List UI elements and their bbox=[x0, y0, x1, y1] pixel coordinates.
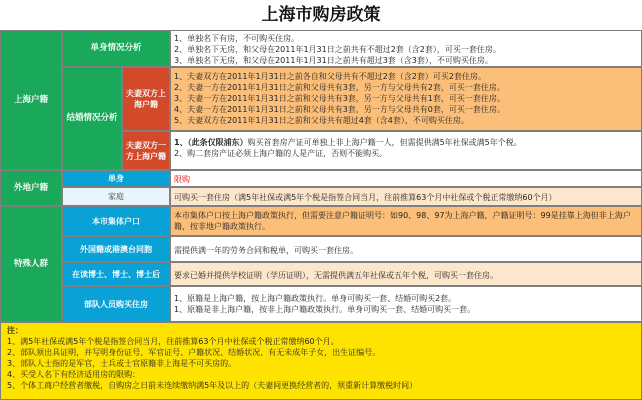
outside-hukou-header: 外地户籍 bbox=[0, 170, 62, 206]
shanghai-hukou-header: 上海户籍 bbox=[0, 30, 62, 170]
both-shanghai-text bbox=[170, 67, 642, 131]
phd-header: 在读博士、博士、博士后 bbox=[62, 262, 170, 286]
note-line: 3、部队人士指的是军官，士兵或士官原籍非上海是不可买房的。 bbox=[7, 359, 237, 368]
single-analysis-header: 单身情况分析 bbox=[62, 30, 170, 67]
military-line: 1、原籍是非上海户籍，按非上海户籍政策执行。单身可购买一套、结婚可购买一套。 bbox=[174, 305, 476, 314]
family-line: 可购买一套住房（满5年社保或满5年个税是指签合同当月，往前推算63个月中社保或个税正常缴纳60个月） bbox=[174, 193, 557, 202]
note-line: 2、部队须出具证明，并写明身份证号、军官证号、户籍状况、结婚状况、有无未成年子女，出生证编号。 bbox=[7, 348, 381, 357]
outside-family-text bbox=[170, 187, 642, 206]
notes-section bbox=[0, 322, 642, 400]
outside-single-text bbox=[170, 170, 642, 187]
military-line: 1、原籍是上海户籍，按上海户籍政策执行。单身可购买一套、结婚可购买2套。 bbox=[174, 294, 457, 303]
one-line: 购买首套房产证可单独上非上海户籍一人，但需提供满5年社保或满5年个税。 bbox=[247, 138, 522, 147]
special-groups-header: 特殊人群 bbox=[0, 206, 62, 322]
notes-head: 注： bbox=[7, 326, 23, 335]
restricted-text: 限购 bbox=[174, 175, 190, 184]
foreign-line: 需提供满一年的劳务合同和税单，可购买一套住房。 bbox=[174, 246, 358, 255]
one-shanghai-text bbox=[170, 131, 642, 170]
military-text bbox=[170, 286, 642, 322]
phd-text bbox=[170, 262, 642, 286]
note-line: 1、满5年社保或满5年个税是指签合同当月，往前推算63个月中社保或个税正常缴纳60个月。 bbox=[7, 337, 339, 346]
both-line: 5、夫妻双方在2011年1月31日之前和父母共有超过4套（含4套），不可购买住房。 bbox=[174, 116, 469, 125]
outside-single-header: 单身 bbox=[62, 170, 170, 187]
single-line: 1、单独名下有房，不可购买住房。 bbox=[174, 34, 300, 43]
married-analysis-header: 结婚情况分析 bbox=[62, 67, 122, 170]
single-analysis-text bbox=[170, 30, 642, 67]
both-line: 3、夫妻一方在2011年1月31日之前和父母共有3套，另一方与父母共有1套，可买一套住房。 bbox=[174, 94, 505, 103]
one-shanghai-header: 夫妻双方一方上海户籍 bbox=[122, 131, 170, 170]
note-line: 5、个体工商户经营者缴税，自购房之日前未连续缴纳满5年及以上的（夫妻间更换经营者的，须重新计算缴税时间） bbox=[7, 381, 418, 390]
both-line: 4、夫妻一方在2011年1月31日之前和父母共有3套，另一方与父母共有0套，可买一套住房。 bbox=[174, 105, 505, 114]
phd-line: 要求已婚并提供学校证明（学历证明），无需提供满五年社保或五年个税，可购买一套住房。 bbox=[174, 271, 498, 280]
single-line: 2、单独名下无房，和父母在2011年1月31日之前共有不超过2套（含2套），可买一套住房。 bbox=[174, 45, 501, 54]
both-shanghai-header: 夫妻双方上海户籍 bbox=[122, 67, 170, 131]
page-title: 上海市购房政策 bbox=[0, 0, 642, 30]
collective-text: 本市集体户口按上海户籍政策执行，但需要注意户籍证明号：如90、98、97为上海户籍，户籍证明号：99是挂靠上海但非上海户籍，按非地户籍政策执行。 bbox=[170, 206, 642, 236]
foreign-text bbox=[170, 236, 642, 262]
one-line: 2、购二套房产证必须上海户籍的人是产证，否则不能购买。 bbox=[174, 149, 388, 158]
foreign-header: 外国籍或港澳台同胞 bbox=[62, 236, 170, 262]
both-line: 2、夫妻一方在2011年1月31日之前和父母共有3套，另一方与父母共有2套，可买一套住房。 bbox=[174, 83, 505, 92]
note-line: 4、买受人名下有经济适用房的限购： bbox=[7, 370, 141, 379]
outside-family-header: 家庭 bbox=[62, 187, 170, 206]
collective-header: 本市集体户口 bbox=[62, 206, 170, 236]
military-header: 部队人员购买住房 bbox=[62, 286, 170, 322]
both-line: 1、夫妻双方在2011年1月31日之前各自和父母共有不超过2套（含2套）可买2套住房。 bbox=[174, 72, 486, 81]
pudong-note: 1、（此条仅限浦东） bbox=[174, 138, 248, 147]
single-line: 3、单独名下无房，和父母在2011年1月31日之前共有超过3套（含3套），不可购买住房。 bbox=[174, 56, 493, 65]
